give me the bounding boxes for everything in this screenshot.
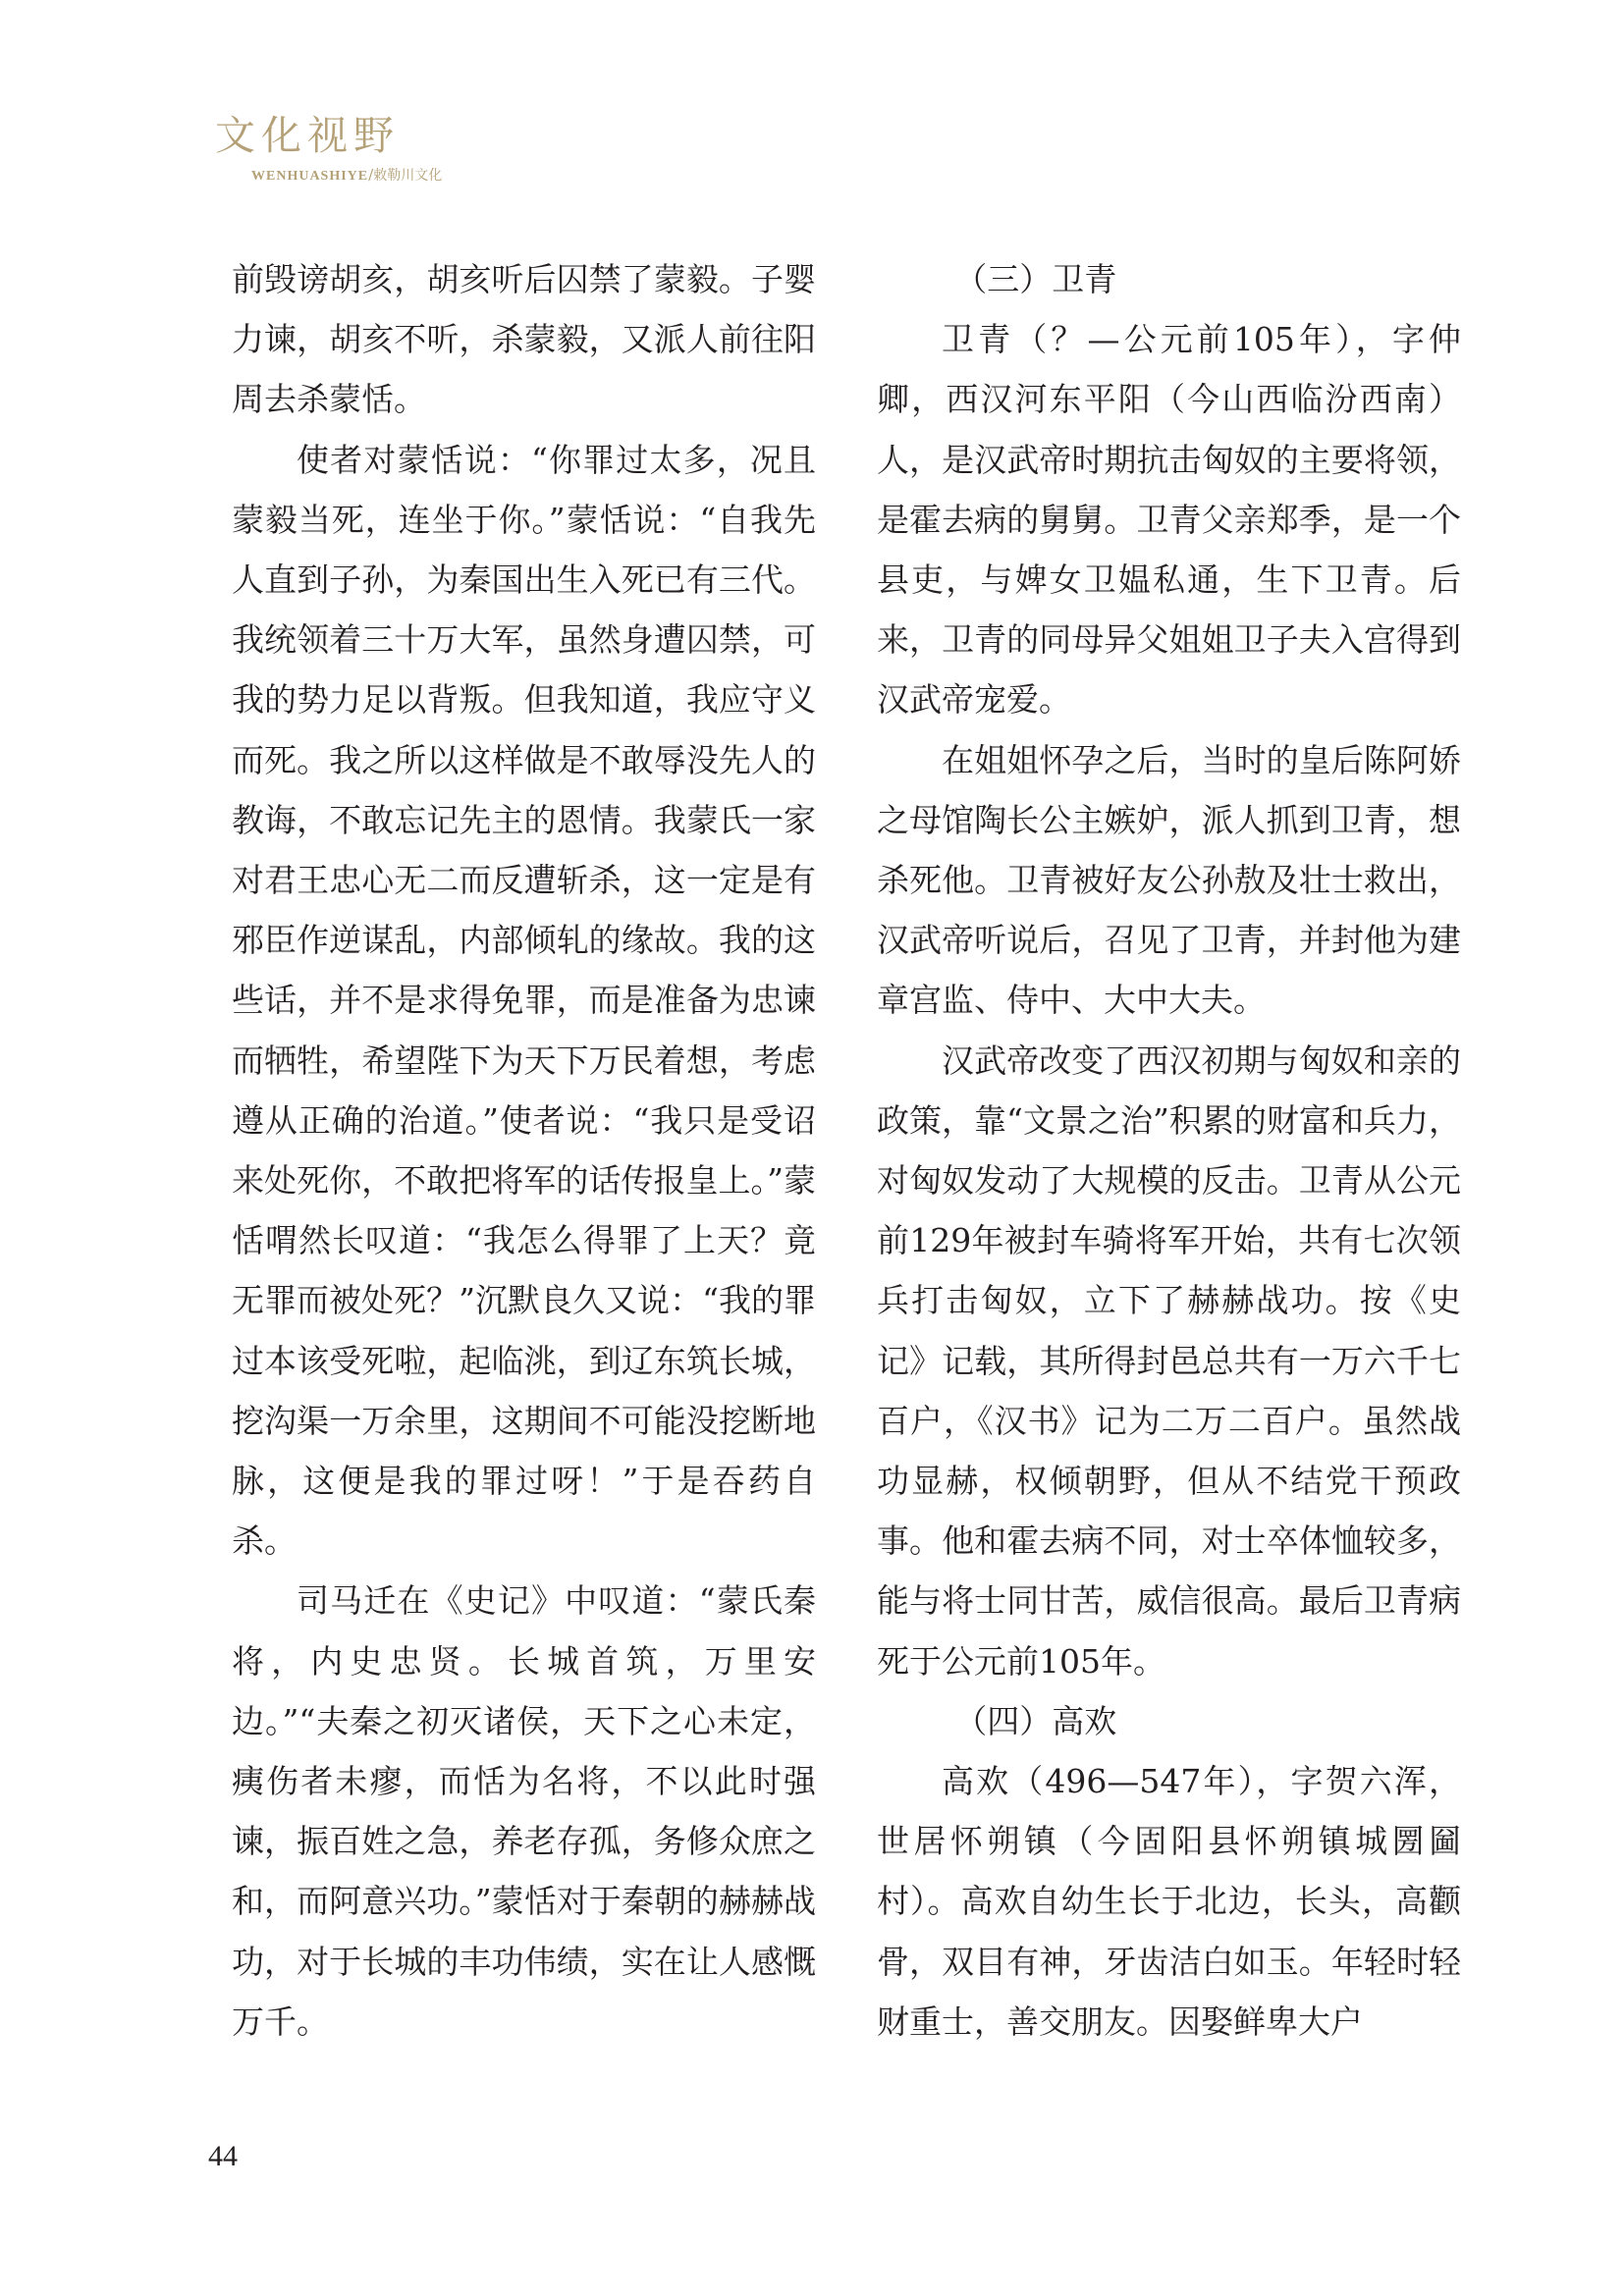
paragraph: 前毁谤胡亥，胡亥听后囚禁了蒙毅。子婴力谏，胡亥不听，杀蒙毅，又派人前往阳周去杀蒙恬。: [232, 260, 816, 419]
page-number: 44: [208, 2140, 238, 2172]
left-column: [232, 249, 816, 2052]
paragraph: 司马迁在《史记》中叹道：“蒙氏秦将，内史忠贤。长城首筑，万里安边。”“夫秦之初灭诸侯，天下之心未定，痍伤者未瘳，而恬为名将，不以此时强谏，振百姓之急，养老存孤，务修众庶之和，而阿意兴功。”蒙恬对于秦朝的赫赫战功，对于长城的丰功伟绩，实在让人感慨万千。: [232, 1581, 816, 2041]
paragraph: 在姐姐怀孕之后，当时的皇后陈阿娇之母馆陶长公主嫉妒，派人抓到卫青，想杀死他。卫青被好友公孙敖及壮士救出，汉武帝听说后，召见了卫青，并封他为建章宫监、侍中、大中大夫。: [877, 740, 1461, 1020]
section-subtitle-en: WENHUASHIYE: [251, 169, 369, 184]
section-subtitle: [251, 165, 442, 185]
page-header: [215, 110, 443, 184]
section-subtitle-slash: /: [368, 166, 374, 184]
subheading-weiqing: （三）卫青: [954, 260, 1117, 298]
paragraph: 使者对蒙恬说：“你罪过太多，况且蒙毅当死，连坐于你。”蒙恬说：“自我先人直到子孙，为秦国出生入死已有三代。我统领着三十万大军，虽然身遭囚禁，可我的势力足以背叛。但我知道，我应守义而死。我之所以这样做是不敢辱没先人的教诲，不敢忘记先主的恩情。我蒙氏一家对君王忠心无二而反遭斩杀，这一定是有邪臣作逆谋乱，内部倾轧的缘故。我的这些话，并不是求得免罪，而是准备为忠谏而牺牲，希望陛下为天下万民着想，考虑遵从正确的治道。”使者说：“我只是受诏来处死你，不敢把将军的话传报皇上。”蒙恬喟然长叹道：“我怎么得罪了上天？竟无罪而被处死？”沉默良久又说：“我的罪过本该受死啦，起临洮，到辽东筑长城，挖沟渠一万余里，这期间不可能没挖断地脉，这便是我的罪过呀！”于是吞药自杀。: [232, 440, 816, 1561]
right-column: [877, 249, 1461, 2052]
paragraph: 卫青（？—公元前105年），字仲卿，西汉河东平阳（今山西临汾西南）人，是汉武帝时期抗击匈奴的主要将领，是霍去病的舅舅。卫青父亲郑季，是一个县吏，与婢女卫媪私通，生下卫青。后来，卫青的同母异父姐姐卫子夫入宫得到汉武帝宠爱。: [877, 320, 1461, 720]
section-subtitle-cn: 敕勒川文化: [373, 168, 443, 184]
paragraph: 高欢（496—547年），字贺六浑，世居怀朔镇（今固阳县怀朔镇城圐圙村）。高欢自幼生长于北边，长头，高颧骨，双目有神，牙齿洁白如玉。年轻时轻财重士，善交朋友。因娶鲜卑大户: [877, 1762, 1461, 2041]
subheading-gaohuan: （四）高欢: [954, 1701, 1117, 1740]
paragraph: 汉武帝改变了西汉初期与匈奴和亲的政策，靠“文景之治”积累的财富和兵力，对匈奴发动了大规模的反击。卫青从公元前129年被封车骑将军开始，共有七次领兵打击匈奴，立下了赫赫战功。按《史记》记载，其所得封邑总共有一万六千七百户，《汉书》记为二万二百户。虽然战功显赫，权倾朝野，但从不结党干预政事。他和霍去病不同，对士卒体恤较多，能与将士同甘苦，威信很高。最后卫青病死于公元前105年。: [877, 1041, 1461, 1681]
section-title: 文化视野: [215, 112, 400, 159]
